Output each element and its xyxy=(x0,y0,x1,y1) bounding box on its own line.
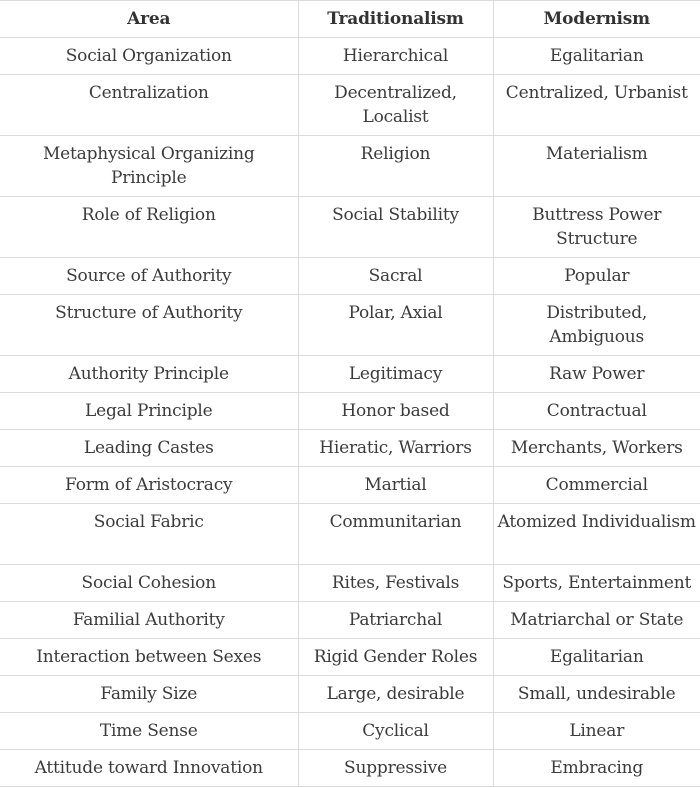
table-row xyxy=(0,38,700,75)
table-header-row xyxy=(0,1,700,38)
table-row xyxy=(0,713,700,750)
table-row xyxy=(0,258,700,295)
traditionalism-cell: Communitarian xyxy=(298,504,493,565)
modernism-cell: Centralized, Urbanist xyxy=(493,75,700,136)
area-cell: Metaphysical Organizing Principle xyxy=(0,136,298,197)
area-cell: Structure of Authority xyxy=(0,295,298,356)
modernism-cell: Egalitarian xyxy=(493,38,700,75)
header-modernism: Modernism xyxy=(493,1,700,38)
modernism-cell: Linear xyxy=(493,713,700,750)
table-row xyxy=(0,197,700,258)
area-cell: Social Fabric xyxy=(0,504,298,565)
area-cell: Attitude toward Innovation xyxy=(0,750,298,787)
modernism-cell: Popular xyxy=(493,258,700,295)
traditionalism-cell: Hierarchical xyxy=(298,38,493,75)
traditionalism-cell: Large, desirable xyxy=(298,676,493,713)
modernism-cell: Distributed, Ambiguous xyxy=(493,295,700,356)
modernism-cell: Embracing xyxy=(493,750,700,787)
table-row xyxy=(0,75,700,136)
traditionalism-cell: Decentralized, Localist xyxy=(298,75,493,136)
traditionalism-cell: Patriarchal xyxy=(298,602,493,639)
modernism-cell: Matriarchal or State xyxy=(493,602,700,639)
area-cell: Family Size xyxy=(0,676,298,713)
modernism-cell: Commercial xyxy=(493,467,700,504)
modernism-cell: Materialism xyxy=(493,136,700,197)
traditionalism-cell: Polar, Axial xyxy=(298,295,493,356)
table-row xyxy=(0,430,700,467)
traditionalism-cell: Sacral xyxy=(298,258,493,295)
traditionalism-cell: Cyclical xyxy=(298,713,493,750)
header-traditionalism: Traditionalism xyxy=(298,1,493,38)
modernism-cell: Merchants, Workers xyxy=(493,430,700,467)
modernism-cell: Atomized Individualism xyxy=(493,504,700,565)
modernism-cell: Buttress Power Structure xyxy=(493,197,700,258)
traditionalism-cell: Religion xyxy=(298,136,493,197)
table-row xyxy=(0,750,700,787)
modernism-cell: Raw Power xyxy=(493,356,700,393)
area-cell: Form of Aristocracy xyxy=(0,467,298,504)
modernism-cell: Small, undesirable xyxy=(493,676,700,713)
area-cell: Social Organization xyxy=(0,38,298,75)
area-cell: Centralization xyxy=(0,75,298,136)
table-row xyxy=(0,393,700,430)
modernism-cell: Egalitarian xyxy=(493,639,700,676)
area-cell: Leading Castes xyxy=(0,430,298,467)
area-cell: Social Cohesion xyxy=(0,565,298,602)
table-row xyxy=(0,639,700,676)
table-row xyxy=(0,504,700,565)
traditionalism-cell: Rites, Festivals xyxy=(298,565,493,602)
traditionalism-cell: Honor based xyxy=(298,393,493,430)
header-area: Area xyxy=(0,1,298,38)
area-cell: Familial Authority xyxy=(0,602,298,639)
modernism-cell: Contractual xyxy=(493,393,700,430)
table-row xyxy=(0,467,700,504)
table-row xyxy=(0,295,700,356)
table-row xyxy=(0,356,700,393)
traditionalism-cell: Rigid Gender Roles xyxy=(298,639,493,676)
table-row xyxy=(0,676,700,713)
area-cell: Source of Authority xyxy=(0,258,298,295)
traditionalism-cell: Suppressive xyxy=(298,750,493,787)
traditionalism-cell: Martial xyxy=(298,467,493,504)
area-cell: Interaction between Sexes xyxy=(0,639,298,676)
table-row xyxy=(0,136,700,197)
area-cell: Time Sense xyxy=(0,713,298,750)
traditionalism-cell: Hieratic, Warriors xyxy=(298,430,493,467)
traditionalism-cell: Social Stability xyxy=(298,197,493,258)
table-row xyxy=(0,602,700,639)
modernism-cell: Sports, Entertainment xyxy=(493,565,700,602)
area-cell: Role of Religion xyxy=(0,197,298,258)
area-cell: Authority Principle xyxy=(0,356,298,393)
table-row xyxy=(0,565,700,602)
area-cell: Legal Principle xyxy=(0,393,298,430)
traditionalism-cell: Legitimacy xyxy=(298,356,493,393)
